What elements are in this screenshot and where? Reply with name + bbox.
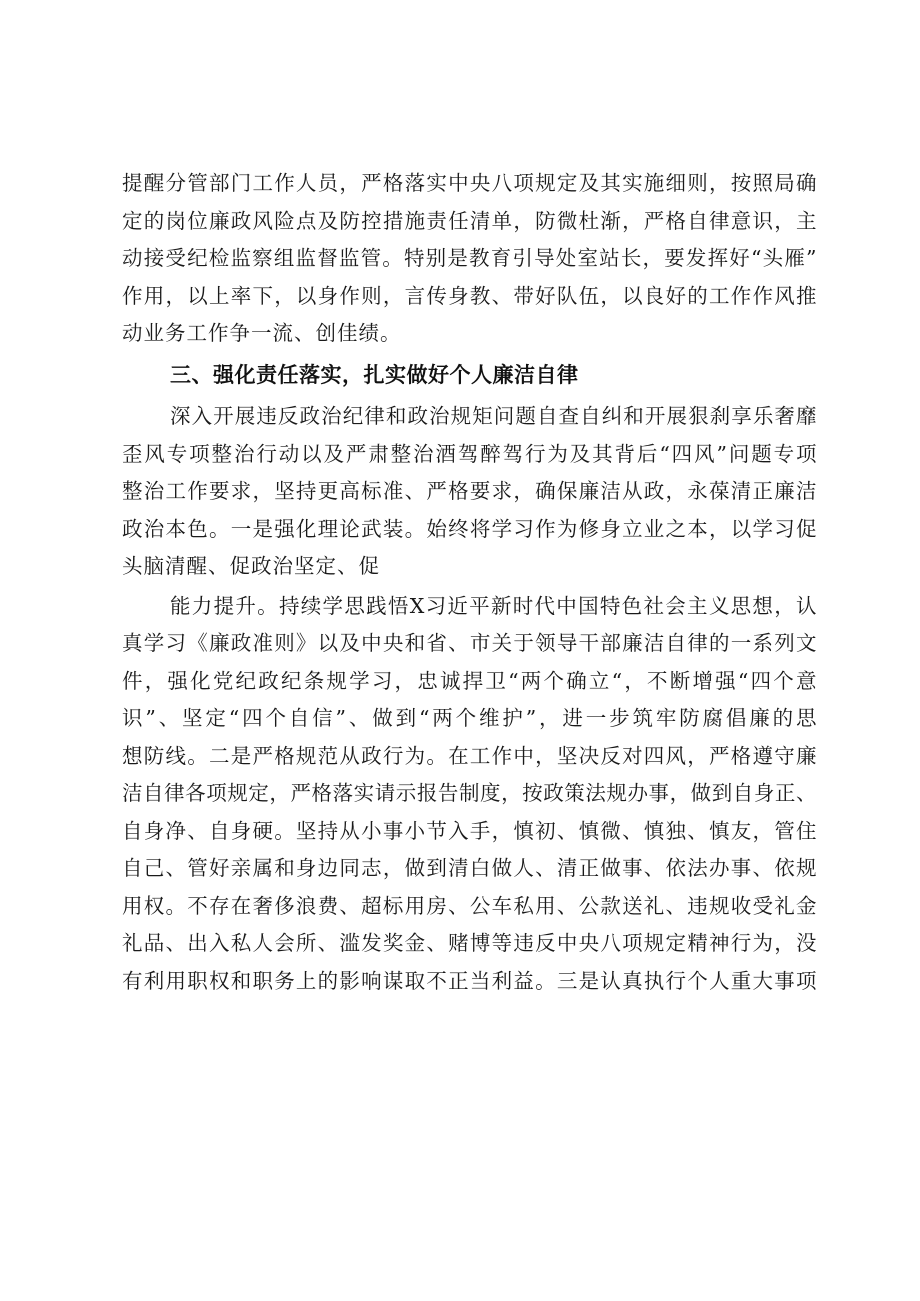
paragraph-line: 洁自律各项规定，严格落实请示报告制度，按政策法规办事，做到自身正、 (122, 781, 817, 805)
paragraph-line: 作用，以上率下，以身作则，言传身教、带好队伍，以良好的工作作风推 (122, 283, 817, 308)
paragraph-line: 歪风专项整治行动以及严肃整治酒驾醉驾行为及其背后“四风”问题专项 (122, 441, 817, 466)
paragraph-line: 提醒分管部门工作人员，严格落实中央八项规定及其实施细则，按照局确 (122, 171, 817, 195)
paragraph-line: 识”、坚定“四个自信”、做到“两个维护”，进一步筑牢防腐倡廉的思 (122, 706, 817, 730)
paragraph-line: 政治本色。一是强化理论武装。始终将学习作为修身立业之本，以学习促 (122, 516, 817, 541)
paragraph-line: 真学习《廉政准则》以及中央和省、市关于领导干部廉洁自律的一系列文 (122, 631, 817, 655)
paragraph-2 (122, 398, 817, 586)
paragraph-line: 件，强化党纪政纪条规学习，忠诚捍卫“两个确立“，不断增强“四个意 (122, 668, 817, 693)
paragraph-line: 自身净、自身硬。坚持从小事小节入手，慎初、慎微、慎独、慎友，管住 (122, 818, 817, 843)
paragraph-line: 用权。不存在奢侈浪费、超标用房、公车私用、公款送礼、违规收受礼金 (122, 893, 817, 918)
paragraph-line: 动业务工作争一流、创佳绩。 (122, 321, 402, 345)
paragraph-line: 深入开展违反政治纪律和政治规矩问题自查自纠和开展狠刹享乐奢靡 (170, 404, 817, 428)
paragraph-line: 想防线。二是严格规范从政行为。在工作中，坚决反对四风，严格遵守廉 (122, 743, 817, 768)
paragraph-line: 有利用职权和职务上的影响谋取不正当利益。三是认真执行个人重大事项 (122, 968, 817, 993)
paragraph-line: 头脑清醒、促政治坚定、促 (122, 554, 380, 578)
paragraph-line: 自己、管好亲属和身边同志，做到清白做人、清正做事、依法办事、依规 (122, 856, 817, 880)
section-heading: 三、强化责任落实，扎实做好个人廉洁自律 (170, 362, 579, 387)
document-body (122, 165, 817, 1000)
paragraph-3 (122, 588, 817, 1001)
paragraph-line: 定的岗位廉政风险点及防控措施责任清单，防微杜渐，严格自律意识，主 (122, 208, 817, 233)
paragraph-line: 整治工作要求，坚持更高标准、严格要求，确保廉洁从政，永葆清正廉洁 (122, 479, 817, 503)
paragraph-1 (122, 165, 817, 353)
paragraph-line: 礼品、出入私人会所、滥发奖金、赌博等违反中央八项规定精神行为，没 (122, 931, 817, 955)
paragraph-line: 能力提升。持续学思践悟X习近平新时代中国特色社会主义思想，认 (170, 593, 817, 618)
paragraph-line: 动接受纪检监察组监督监管。特别是教育引导处室站长，要发挥好“头雁” (122, 246, 817, 270)
